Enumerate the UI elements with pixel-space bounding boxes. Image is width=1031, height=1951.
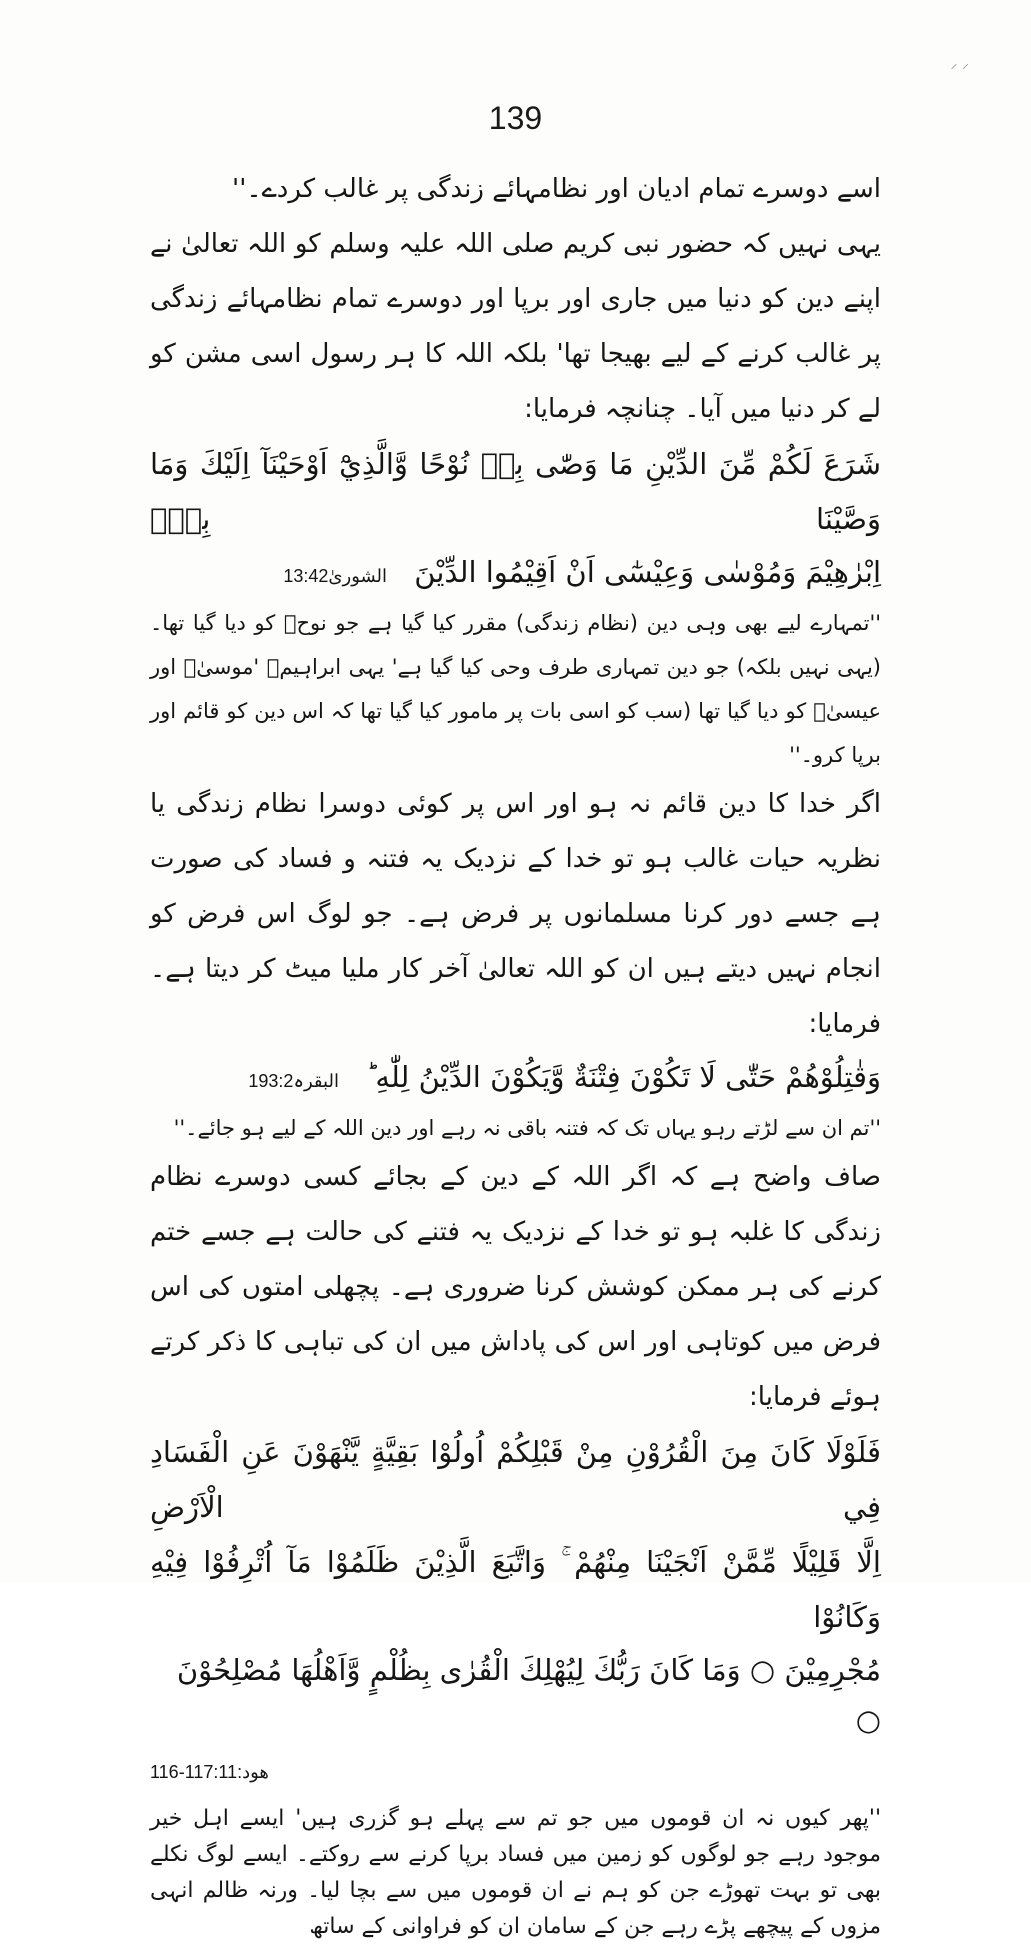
quran-verse-hud-line1: فَلَوْلَا كَانَ مِنَ الْقُرُوْنِ مِنْ قَبْلِكُمْ اُولُوْا بَقِيَّةٍ يَّنْهَوْنَ عَنِ الْفَسَادِ فِي الْاَرْضِ xyxy=(150,1435,881,1524)
quran-verse-shura-line1: شَرَعَ لَكُمْ مِّنَ الدِّيْنِ مَا وَصّٰى بِهٖ نُوْحًا وَّالَّذِيْٓ اَوْحَيْنَآ اِلَيْكَ وَمَا وَصَّيْنَا بِهٖٓ xyxy=(150,447,881,536)
verse-number-baqarah: 193:2 xyxy=(248,1071,294,1091)
verse-number-hud: 116-117:11 xyxy=(150,1762,238,1782)
surah-name-hud: ھود xyxy=(242,1762,269,1782)
quran-verse-baqarah-text: وَقٰتِلُوْهُمْ حَتّٰى لَا تَكُوْنَ فِتْنَةٌ وَّيَكُوْنَ الدِّيْنُ لِلّٰهِ ؕ xyxy=(366,1060,881,1094)
translation-hud: ''پھر کیوں نہ ان قوموں میں جو تم سے پہلے ہو گزری ہیں' ایسے اہل خیر موجود رہے جو لوگوں کو زمین میں فساد برپا کرنے سے روکتے۔ ایسے لوگ نکلے بھی تو بہت تھوڑے جن کو ہم نے ان قوموں میں سے بچا لیا۔ ورنہ ظالم انہی مزوں کے پیچھے پڑے رہے جن کے سامان ان کو فراوانی کے ساتھ xyxy=(150,1806,881,1939)
page-number: 139 xyxy=(488,100,543,136)
surah-name-baqarah: البقرہ xyxy=(293,1071,339,1091)
verse-reference-shura xyxy=(283,566,387,586)
translation-shura: ''تمہارے لیے بھی وہی دین (نظام زندگی) مقرر کیا گیا ہے جو نوحؑ کو دیا گیا تھا۔ (یہی نہیں بلکہ) جو دین تمہاری طرف وحی کیا گیا ہے' یہی ابراہیمؑ 'موسیٰؑ اور عیسیٰؑ کو دیا گیا تھا (سب کو اسی بات پر مامور کیا گیا تھا کہ اس دین کو قائم اور برپا کرو۔'' xyxy=(150,611,881,767)
translation-baqarah: ''تم ان سے لڑتے رہو یہاں تک کہ فتنہ باقی نہ رہے اور دین اللہ کے لیے ہو جائے۔'' xyxy=(173,1116,881,1140)
quran-verse-hud-line3: مُجْرِمِيْنَ ○ وَمَا كَانَ رَبُّكَ لِيُهْلِكَ الْقُرٰى بِظُلْمٍ وَّاَهْلُهَا مُصْلِحُوْنَ ○ xyxy=(176,1653,881,1737)
paragraph-previous-nations: صاف واضح ہے کہ اگر اللہ کے دین کے بجائے کسی دوسرے نظام زندگی کا غلبہ ہو تو خدا کے نزدیک یہ فتنے کی حالت ہے جسے ختم کرنے کی ہر ممکن کوشش کرنا ضروری ہے۔ پچھلی امتوں کی اس فرض میں کوتاہی اور اس کی پاداش میں ان کی تباہی کا ذکر کرتے ہوئے فرمایا: xyxy=(150,1162,881,1412)
quran-verse-shura-text: اِبْرٰهِيْمَ وَمُوْسٰى وَعِيْسٰٓى اَنْ اَقِيْمُوا الدِّيْنَ xyxy=(414,555,881,589)
verse-number-shura: 13:42 xyxy=(283,566,329,586)
paragraph-messengers-mission: یہی نہیں کہ حضور نبی کریم صلی اللہ علیہ وسلم کو اللہ تعالیٰ نے اپنے دین کو دنیا میں جاری اور برپا اور دوسرے تمام نظامہائے زندگی پر غالب کرنے کے لیے بھیجا تھا' بلکہ اللہ کا ہر رسول اسی مشن کو لے کر دنیا میں آیا۔ چنانچہ فرمایا: xyxy=(150,229,881,424)
verse-reference-baqarah xyxy=(248,1071,339,1091)
verse-reference-hud: ھود:116-117:11 xyxy=(150,1762,269,1782)
surah-name-shura: الشوریٰ xyxy=(328,566,388,586)
corner-mark: ⸝ ⸝ xyxy=(950,56,969,72)
quran-verse-shura-line2 xyxy=(150,547,881,601)
page-body xyxy=(150,162,881,1951)
paragraph-intro-tail: اسے دوسرے تمام ادیان اور نظامہائے زندگی پر غالب کردے۔'' xyxy=(232,174,881,204)
paragraph-fitna-duty: اگر خدا کا دین قائم نہ ہو اور اس پر کوئی دوسرا نظام زندگی یا نظریہ حیات غالب ہو تو خدا کے نزدیک یہ فتنہ و فساد کی صورت ہے جسے دور کرنا مسلمانوں پر فرض ہے۔ جو لوگ اس فرض کو انجام نہیں دیتے ہیں ان کو اللہ تعالیٰ آخر کار ملیا میٹ کر دیتا ہے۔ فرمایا: xyxy=(150,789,881,1039)
quran-verse-hud-line2: اِلَّا قَلِيْلًا مِّمَّنْ اَنْجَيْنَا مِنْهُمْ ۚ وَاتَّبَعَ الَّذِيْنَ ظَلَمُوْا مَآ اُتْرِفُوْا فِيْهِ وَكَانُوْا xyxy=(150,1545,881,1634)
quran-verse-baqarah xyxy=(150,1052,881,1106)
